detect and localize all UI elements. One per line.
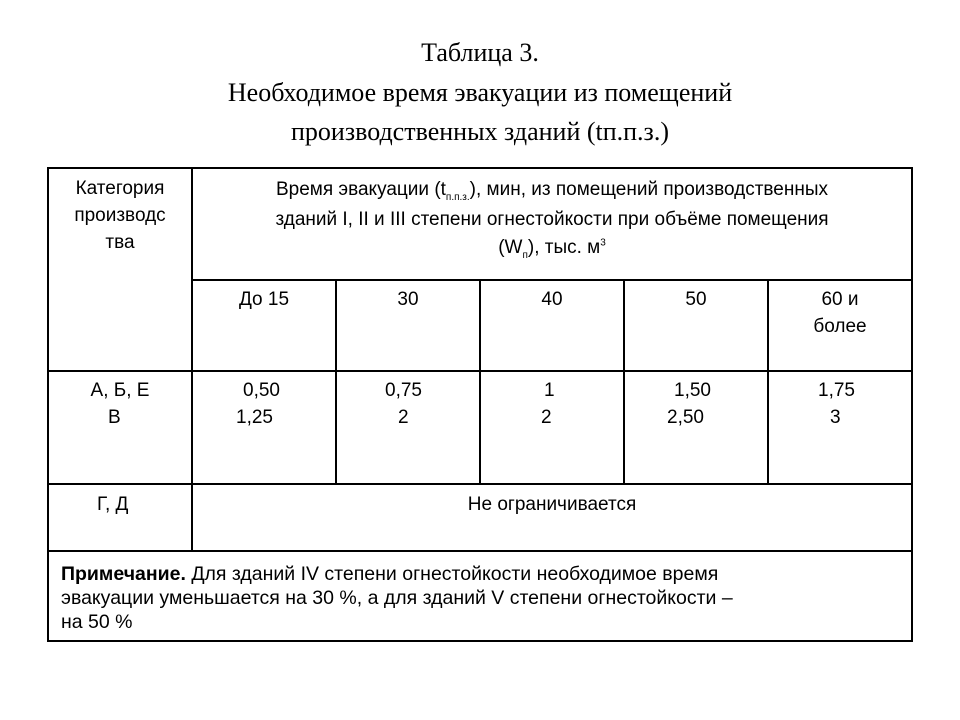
border-bottom	[47, 640, 913, 642]
border-row2-bottom	[47, 550, 913, 552]
column-header-50: 50	[685, 289, 707, 310]
row1-col50-value2: 2,50	[667, 407, 704, 428]
row1-category-line2: В	[108, 407, 121, 428]
row2-category: Г, Д	[97, 494, 129, 515]
note-line2: эвакуации уменьшается на 30 %, а для зданий V степени огнестойкости –	[61, 587, 733, 609]
border-col-50	[623, 279, 625, 485]
row1-col40-value2: 2	[541, 407, 552, 428]
row1-col30-value1: 0,75	[385, 380, 422, 401]
column-header-40: 40	[541, 289, 563, 310]
border-col-30	[335, 279, 337, 485]
row2-merged-value: Не ограничивается	[467, 494, 637, 515]
table-note	[61, 562, 733, 634]
row1-col60-value1: 1,75	[818, 380, 855, 401]
row1-category-line1: А, Б, Е	[90, 380, 150, 401]
row1-col30-value2: 2	[398, 407, 409, 428]
category-header-line3: тва	[105, 232, 135, 253]
border-col-40	[479, 279, 481, 485]
row1-col15-value1: 0,50	[243, 380, 280, 401]
row1-col60-value2: 3	[830, 407, 841, 428]
column-header-30: 30	[397, 289, 419, 310]
category-header-line1: Категория	[75, 178, 165, 199]
category-header-line2: производс	[74, 205, 166, 226]
note-line1: Примечание. Для зданий IV степени огнестойкости необходимое время	[61, 563, 719, 585]
table-title-line1: Необходимое время эвакуации из помещений	[227, 78, 733, 107]
time-header-line2: зданий I, II и III степени огнестойкости при объёме помещения	[275, 209, 829, 230]
border-right	[911, 167, 913, 642]
table-caption: Таблица 3.	[421, 38, 539, 67]
column-header-60-line1: 60 и	[821, 289, 859, 310]
table-title-line2: производственных зданий (tп.п.з.)	[291, 117, 669, 146]
column-header-60-line2: более	[813, 316, 867, 337]
border-top	[47, 167, 913, 169]
time-header-line3: $(W_п)$, тыс. $м^3$	[498, 237, 606, 261]
row1-col15-value2: 1,25	[236, 407, 273, 428]
note-line3: на 50 %	[61, 611, 133, 633]
row1-col50-value1: 1,50	[674, 380, 711, 401]
note-label: Примечание.	[61, 563, 186, 585]
column-header-15: До 15	[238, 289, 290, 310]
row1-col40-value1: 1	[544, 380, 555, 401]
border-header-split	[192, 279, 913, 281]
border-col-60	[767, 279, 769, 485]
time-header-line1: Время эвакуации $(t_{п.п.з.})$, мин, из помещений производственных	[275, 179, 829, 203]
